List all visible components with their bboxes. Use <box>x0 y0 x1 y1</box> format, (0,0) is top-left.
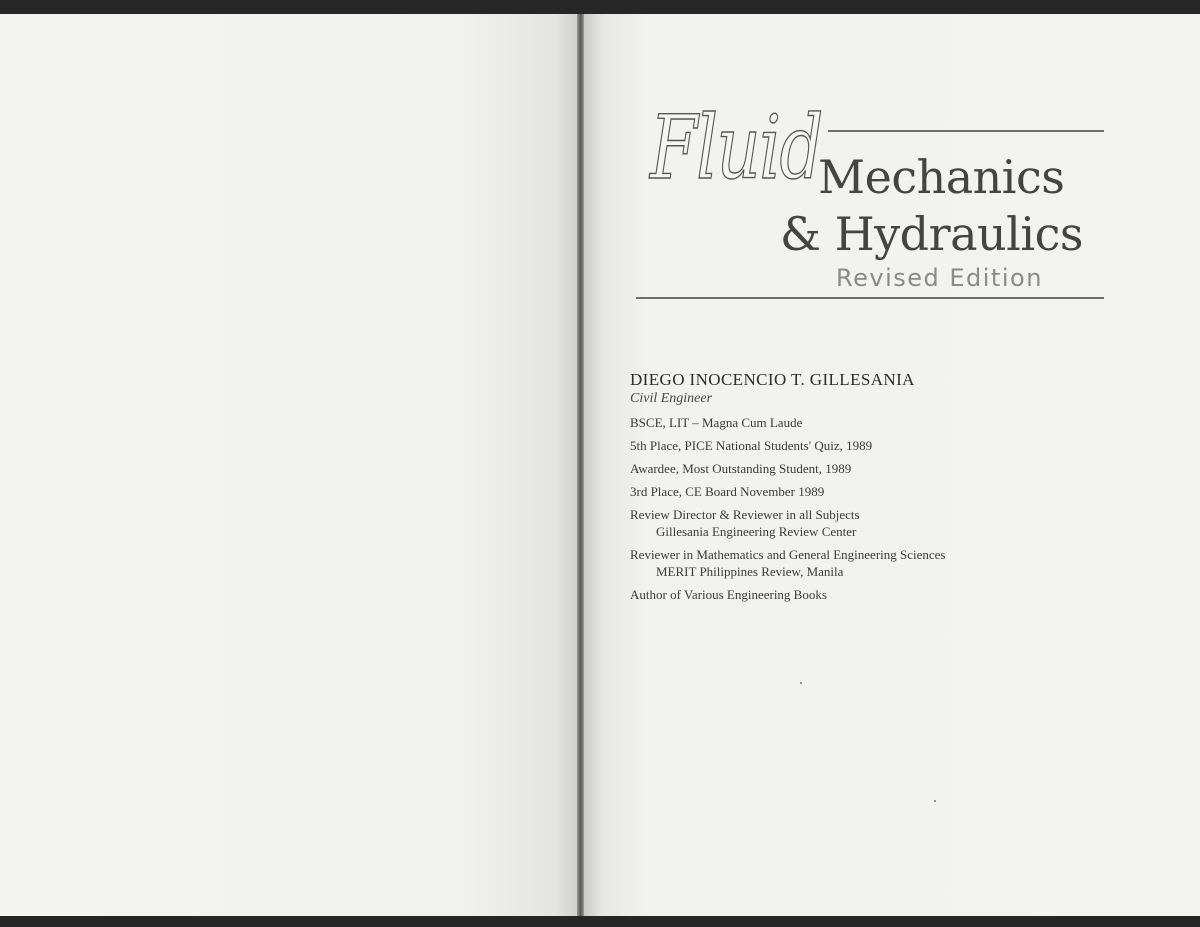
title-rule-top <box>828 130 1104 132</box>
credential-item <box>630 460 1190 477</box>
credential-text: Awardee, Most Outstanding Student, 1989 <box>630 461 852 476</box>
credential-text: Review Director & Reviewer in all Subjects <box>630 507 860 522</box>
credential-text: 3rd Place, CE Board November 1989 <box>630 484 825 499</box>
title-mechanics: Mechanics <box>818 150 1065 204</box>
credential-item <box>630 586 1190 603</box>
credential-text: 5th Place, PICE National Students' Quiz, 1989 <box>630 438 873 453</box>
credential-text: Reviewer in Mathematics and General Engineering Sciences <box>630 547 946 562</box>
book-title-block <box>584 14 1200 344</box>
credential-subtext: MERIT Philippines Review, Manila <box>656 564 844 579</box>
credential-item <box>630 414 1190 431</box>
right-page-title <box>584 14 1200 916</box>
credential-item <box>630 546 1190 580</box>
title-hydraulics: & Hydraulics <box>780 207 1083 261</box>
author-name: DIEGO INOCENCIO T. GILLESANIA <box>630 370 915 389</box>
credential-item <box>630 483 1190 500</box>
credential-text: BSCE, LIT – Magna Cum Laude <box>630 415 803 430</box>
credential-item <box>630 437 1190 454</box>
paper-speck <box>934 800 936 802</box>
paper-speck <box>800 682 802 684</box>
credential-text: Author of Various Engineering Books <box>630 587 827 602</box>
author-block <box>630 370 1190 609</box>
title-edition: Revised Edition <box>836 264 1043 292</box>
left-page-blank <box>0 14 578 916</box>
credential-subtext: Gillesania Engineering Review Center <box>656 524 857 539</box>
credential-item <box>630 506 1190 540</box>
title-rule-bottom <box>636 297 1104 299</box>
title-fluid: Fluid <box>650 96 822 199</box>
author-role: Civil Engineer <box>630 391 713 406</box>
